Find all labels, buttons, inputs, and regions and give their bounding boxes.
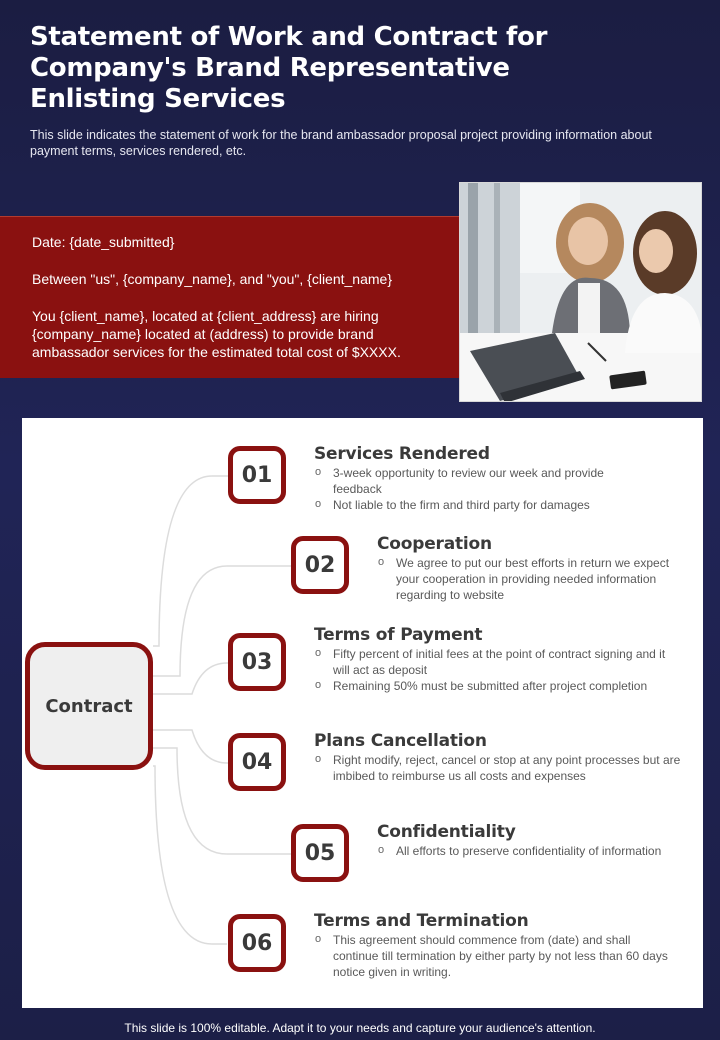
between-line: Between "us", {company_name}, and "you", {client_name} [32, 271, 393, 287]
list-item: o Remaining 50% must be submitted after project completion [314, 678, 694, 694]
terms-and-termination-item [314, 911, 694, 980]
page-subtitle: This slide indicates the statement of work for the brand ambassador proposal project providing information about payment terms, services rendered, etc. [30, 128, 652, 158]
services-rendered-item [314, 444, 694, 513]
item-number-01: 01 [228, 446, 286, 504]
item-title: Confidentiality [377, 822, 516, 842]
item-title: Terms of Payment [314, 625, 483, 645]
page-title: Statement of Work and Contract for Company's Brand Representative Enlisting Services [30, 22, 548, 114]
intro-panel [0, 216, 461, 378]
confidentiality-item [377, 822, 697, 859]
list-item: o Fifty percent of initial fees at the point of contract signing and it will act as deposit [314, 646, 674, 678]
list-item: o Right modify, reject, cancel or stop at any point processes but are imbibed to reimburse us all costs and expenses [314, 752, 682, 784]
contract-center-box [25, 642, 153, 770]
date-line: Date: {date_submitted} [32, 234, 175, 250]
item-title: Terms and Termination [314, 911, 529, 931]
list-item: o All efforts to preserve confidentiality of information [377, 843, 697, 859]
footer-note: This slide is 100% editable. Adapt it to your needs and capture your audience's attention. [124, 1021, 596, 1035]
office-photo [459, 182, 702, 402]
list-item: o We agree to put our best efforts in return we expect your cooperation in providing needed information regarding to website [377, 555, 677, 603]
item-number-03: 03 [228, 633, 286, 691]
item-title: Cooperation [377, 534, 492, 554]
item-title: Plans Cancellation [314, 731, 487, 751]
item-number-02: 02 [291, 536, 349, 594]
item-number-04: 04 [228, 733, 286, 791]
plans-cancellation-item [314, 731, 694, 784]
terms-of-payment-item [314, 625, 694, 694]
list-item: o Not liable to the firm and third party for damages [314, 497, 694, 513]
contract-label: Contract [45, 695, 133, 717]
hiring-line: You {client_name}, located at {client_address} are hiring {company_name} located at (address) to provide brand ambassador services for the estimated total cost of $XXXX. [32, 308, 401, 360]
item-number-05: 05 [291, 824, 349, 882]
list-item: o This agreement should commence from (date) and shall continue till termination by either party by not less than 60 days notice given in writing. [314, 932, 669, 980]
cooperation-item [377, 534, 677, 603]
list-item: o 3-week opportunity to review our week and provide feedback [314, 465, 604, 497]
item-number-06: 06 [228, 914, 286, 972]
contract-diagram-card [22, 418, 703, 1008]
item-title: Services Rendered [314, 444, 490, 464]
